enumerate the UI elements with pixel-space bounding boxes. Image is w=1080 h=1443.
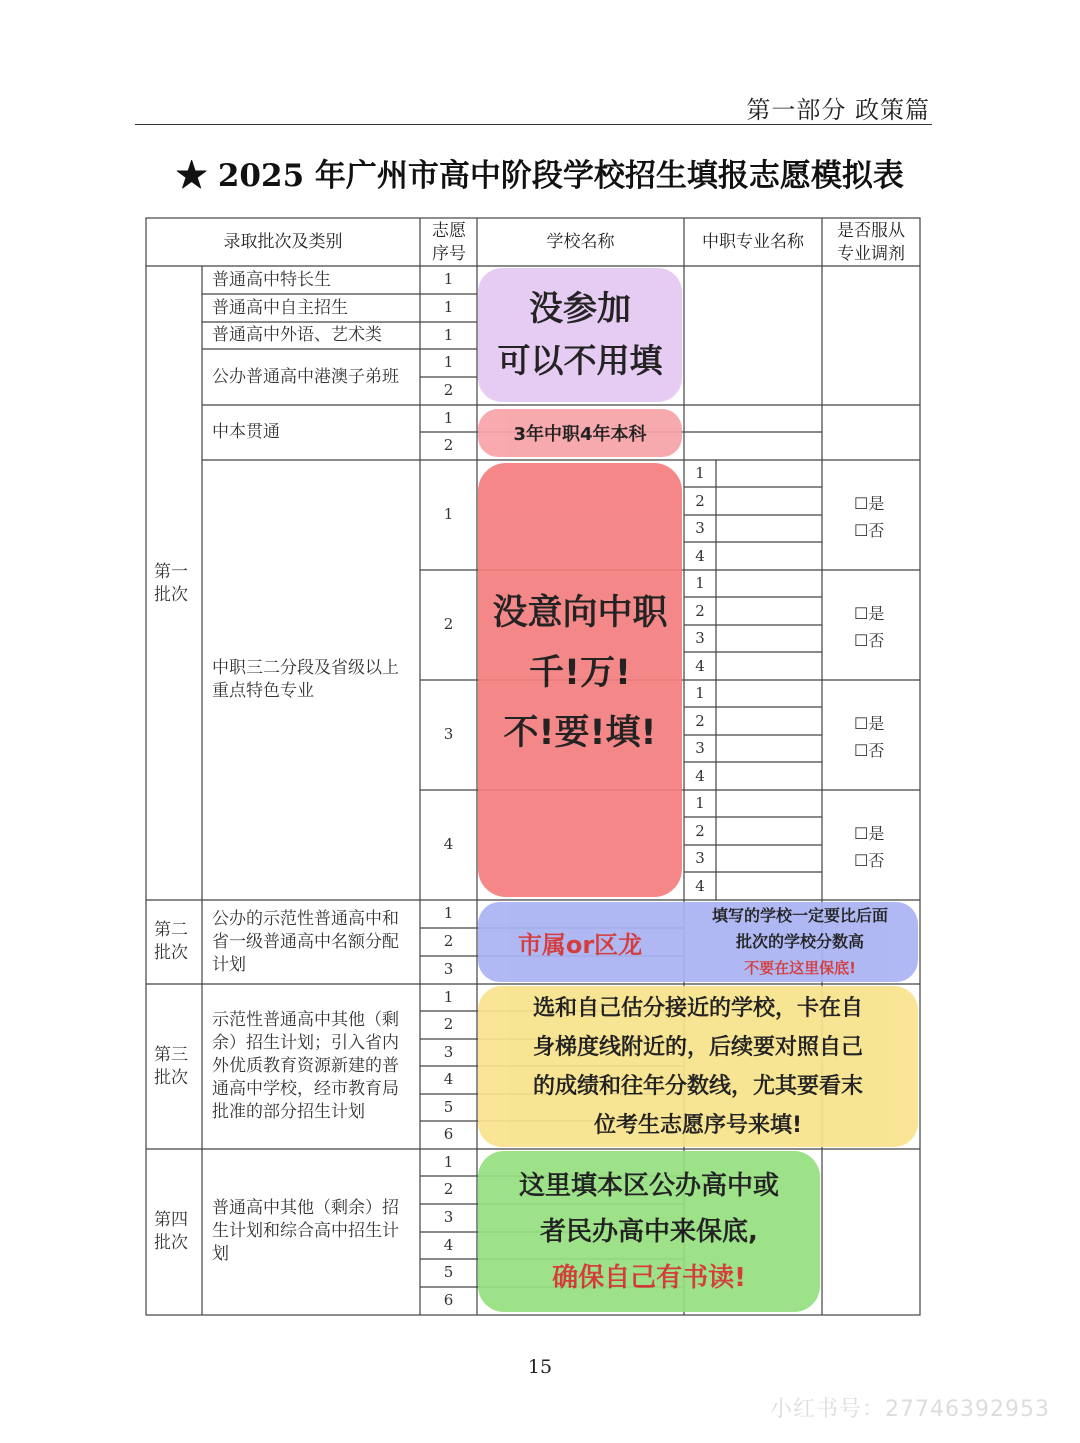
overlay-yellow-line2: 身梯度线附近的，后续要对照自己: [532, 1034, 863, 1060]
checkbox-no[interactable]: ☐否: [854, 631, 885, 650]
order-number: 5: [443, 1263, 454, 1281]
major-subnumber: 3: [695, 519, 705, 537]
overlay-blue-right-line1: 填写的学校一定要比后面: [711, 906, 888, 925]
section-header: 第一部分 政策篇: [746, 96, 930, 124]
order-number: 3: [443, 1043, 454, 1061]
overlay-blue-right-line2: 批次的学校分数高: [735, 932, 864, 951]
category-quota-allocation: 公办的示范性普通高中和省一级普通高中名额分配计划: [212, 909, 399, 975]
batch-3-label: 第三批次: [154, 1045, 188, 1088]
batch-1-label: 第一批次: [154, 562, 188, 605]
overlay-red-line1: 没意向中职: [492, 593, 668, 633]
order-number: 1: [443, 904, 454, 922]
order-number: 2: [443, 1015, 454, 1033]
order-number: 1: [443, 1153, 454, 1171]
major-subnumber: 4: [695, 876, 705, 895]
overlay-pink-text: 3年中职4年本科: [513, 424, 647, 445]
category-vocational-undergrad: 中本贯通: [212, 422, 280, 442]
overlay-purple-line1: 没参加: [529, 289, 631, 329]
overlay-blue-note: [478, 902, 918, 982]
checkbox-yes[interactable]: ☐是: [854, 714, 885, 733]
category-remaining-plan: 示范性普通高中其他（剩余）招生计划；引入省内外优质教育资源新建的普通高中学校，经市教育局批准的部分招生计划: [212, 1010, 399, 1122]
order-number: 1: [443, 298, 454, 316]
order-number: 6: [443, 1125, 454, 1143]
batch-2-label: 第二批次: [154, 920, 188, 963]
overlay-yellow-line4: 位考生志愿序号来填!: [593, 1112, 803, 1138]
category-other-remaining: 普通高中其他（剩余）招生计划和综合高中招生计划: [212, 1198, 399, 1264]
major-subnumber: 2: [695, 491, 705, 510]
overlay-red-line3: 不!要!填!: [503, 713, 657, 753]
overlay-yellow-line1: 选和自己估分接近的学校，卡在自: [532, 995, 863, 1021]
order-number: 1: [443, 409, 454, 427]
checkbox-no[interactable]: ☐否: [854, 741, 885, 760]
checkbox-yes[interactable]: ☐是: [854, 824, 885, 843]
order-number: 3: [443, 960, 454, 978]
overlay-pink-note: [478, 409, 682, 457]
header-order: 志愿序号: [432, 221, 466, 264]
order-number: 4: [443, 1070, 454, 1088]
overlay-red-note: [478, 463, 682, 897]
overlay-green-note: [478, 1151, 820, 1312]
overlay-green-line2: 者民办高中来保底,: [540, 1216, 758, 1247]
major-subnumber: 3: [695, 629, 705, 647]
order-number: 1: [443, 326, 454, 344]
category-language-art: 普通高中外语、艺术类: [212, 325, 382, 345]
overlay-yellow-line3: 的成绩和往年分数线，尤其要看末: [532, 1073, 863, 1099]
order-number: 6: [443, 1291, 454, 1309]
order-number: 1: [443, 270, 454, 288]
major-subnumber: 1: [695, 684, 705, 702]
order-number: 1: [443, 353, 454, 371]
order-number: 4: [443, 1236, 454, 1254]
overlay-yellow-note: [478, 986, 918, 1147]
checkbox-block-3[interactable]: [854, 710, 884, 764]
overlay-blue-left: 市属or区龙: [517, 930, 643, 959]
major-subnumber: 1: [695, 464, 705, 482]
header-batch-category: 录取批次及类别: [223, 232, 343, 252]
header-school-name: 学校名称: [546, 232, 615, 252]
major-subnumber: 2: [695, 821, 705, 840]
checkbox-block-1[interactable]: [854, 490, 884, 544]
checkbox-no[interactable]: ☐否: [854, 851, 885, 870]
overlay-red-line2: 千!万!: [529, 653, 631, 693]
major-subnumber: 4: [695, 656, 705, 675]
order-number: 4: [443, 835, 454, 853]
order-number: 2: [443, 1180, 454, 1198]
order-number: 3: [443, 725, 454, 743]
category-vocational-three-two: 中职三二分段及省级以上重点特色专业: [212, 658, 399, 701]
checkbox-block-2[interactable]: [854, 600, 884, 654]
checkbox-yes[interactable]: ☐是: [854, 494, 885, 513]
overlay-green-line1: 这里填本区公办高中或: [518, 1170, 779, 1201]
overlay-blue-right-line3: 不要在这里保底!: [744, 959, 856, 977]
order-number: 5: [443, 1098, 454, 1116]
order-number: 2: [443, 436, 454, 454]
order-number: 3: [443, 1208, 454, 1226]
category-self-enrollment: 普通高中自主招生: [212, 298, 348, 318]
major-subnumber: 3: [695, 739, 705, 757]
order-number: 1: [443, 988, 454, 1006]
checkbox-block-4[interactable]: [854, 820, 884, 874]
checkbox-no[interactable]: ☐否: [854, 521, 885, 540]
major-subnumber: 2: [695, 711, 705, 730]
page-number: 15: [527, 1356, 553, 1378]
page-title: ★ 2025 年广州市高中阶段学校招生填报志愿模拟表: [176, 158, 904, 194]
category-specialty: 普通高中特长生: [212, 270, 331, 290]
order-number: 2: [443, 381, 454, 399]
overlay-purple-note: [478, 268, 682, 402]
overlay-purple-line2: 可以不用填: [497, 341, 663, 380]
batch-4-label: 第四批次: [154, 1210, 188, 1253]
checkbox-yes[interactable]: ☐是: [854, 604, 885, 623]
major-subnumber: 1: [695, 574, 705, 592]
header-obey-adjust: 是否服从专业调剂: [837, 221, 905, 264]
major-subnumber: 2: [695, 601, 705, 620]
overlay-green-line3: 确保自己有书读!: [552, 1262, 746, 1293]
header-major-name: 中职专业名称: [702, 232, 804, 252]
order-number: 2: [443, 615, 454, 633]
category-hk-macau: 公办普通高中港澳子弟班: [212, 367, 399, 387]
order-number: 1: [443, 505, 454, 523]
major-subnumber: 3: [695, 849, 705, 867]
major-subnumber: 4: [695, 546, 705, 565]
major-subnumber: 1: [695, 794, 705, 812]
order-number: 2: [443, 932, 454, 950]
watermark: 小红书号：27746392953: [770, 1397, 1050, 1422]
major-subnumber: 4: [695, 766, 705, 785]
